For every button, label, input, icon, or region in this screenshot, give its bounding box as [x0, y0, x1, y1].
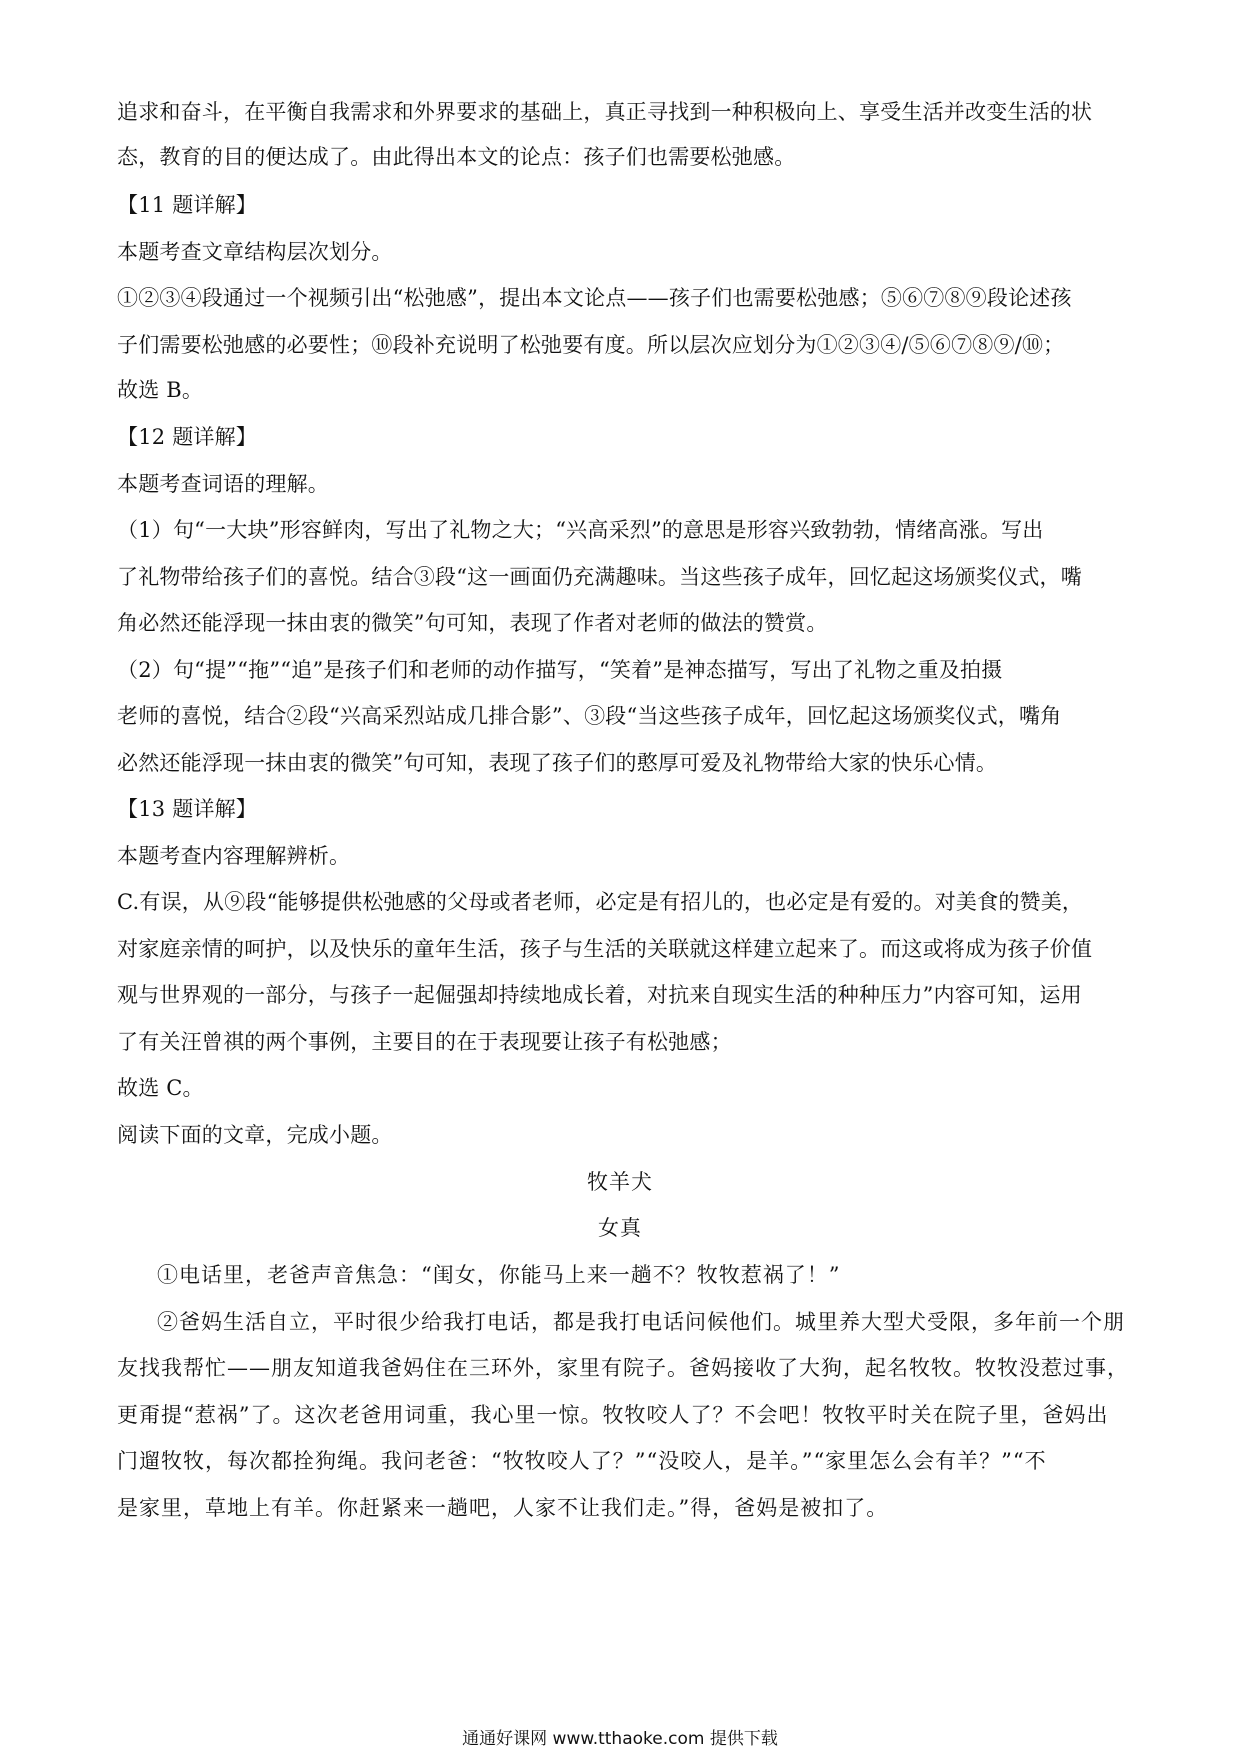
paragraph-line: 必然还能浮现一抹由衷的微笑”句可知，表现了孩子们的憨厚可爱及礼物带给大家的快乐心情。	[117, 751, 998, 775]
story-paragraph-line: 门遛牧牧，每次都拴狗绳。我问老爸：“牧牧咬人了？”“没咬人，是羊。”“家里怎么会有羊？”“不	[117, 1449, 1047, 1473]
story-paragraph-1: ①电话里，老爸声音焦急：“闺女，你能马上来一趟不？牧牧惹祸了！”	[157, 1263, 841, 1287]
story-title: 牧羊犬	[587, 1170, 653, 1194]
paragraph-line: 老师的喜悦，结合②段“兴高采烈站成几排合影”、③段“当这些孩子成年，回忆起这场颁奖仪式，嘴角	[117, 704, 1062, 728]
paragraph-line: 对家庭亲情的呵护，以及快乐的童年生活，孩子与生活的关联就这样建立起来了。而这或将成为孩子价值	[117, 937, 1093, 961]
story-paragraph-line: 是家里，草地上有羊。你赶紧来一趟吧，人家不让我们走。”得，爸妈是被扣了。	[117, 1496, 889, 1520]
story-paragraph-line: 更甭提“惹祸”了。这次老爸用词重，我心里一惊。牧牧咬人了？不会吧！牧牧平时关在院子里，爸妈出	[117, 1403, 1109, 1427]
story-paragraph-2: ②爸妈生活自立，平时很少给我打电话，都是我打电话问候他们。城里养大型犬受限，多年前一个朋	[157, 1310, 1125, 1334]
paragraph-line: （2）句“提”“拖”“追”是孩子们和老师的动作描写，“笑着”是神态描写，写出了礼物之重及拍摄	[117, 658, 1003, 682]
story-author: 女真	[598, 1216, 642, 1240]
section-heading-13: 【13 题详解】	[117, 797, 257, 821]
section-heading-11: 【11 题详解】	[117, 193, 257, 217]
paragraph-line: 本题考查词语的理解。	[117, 472, 329, 496]
paragraph-line: 角必然还能浮现一抹由衷的微笑”句可知，表现了作者对老师的做法的赞赏。	[117, 611, 828, 635]
answer-line: 故选 B。	[117, 378, 204, 402]
paragraph-line: 了有关汪曾祺的两个事例，主要目的在于表现要让孩子有松弛感；	[117, 1030, 732, 1054]
paragraph-line: 子们需要松弛感的必要性；⑩段补充说明了松弛要有度。所以层次应划分为①②③④/⑤⑥⑦⑧⑨/⑩；	[117, 333, 1065, 357]
story-paragraph-line: 友找我帮忙——朋友知道我爸妈住在三环外，家里有院子。爸妈接收了大狗，起名牧牧。牧牧没惹过事，	[117, 1356, 1129, 1380]
paragraph-line: 本题考查文章结构层次划分。	[117, 240, 393, 264]
paragraph-line: C.有误，从⑨段“能够提供松弛感的父母或者老师，必定是有招儿的，也必定是有爱的。对美食的赞美，	[117, 890, 1084, 914]
paragraph-line: ①②③④段通过一个视频引出“松弛感”，提出本文论点——孩子们也需要松弛感；⑤⑥⑦⑧⑨段论述孩	[117, 286, 1072, 310]
paragraph-line: 了礼物带给孩子们的喜悦。结合③段“这一画面仍充满趣味。当这些孩子成年，回忆起这场颁奖仪式，嘴	[117, 565, 1082, 589]
paragraph-line: 本题考查内容理解辨析。	[117, 844, 351, 868]
paragraph-line: 追求和奋斗，在平衡自我需求和外界要求的基础上，真正寻找到一种积极向上、享受生活并改变生活的状	[117, 100, 1093, 124]
section-heading-12: 【12 题详解】	[117, 425, 257, 449]
paragraph-line: 态，教育的目的便达成了。由此得出本文的论点：孩子们也需要松弛感。	[117, 145, 796, 169]
paragraph-line: 观与世界观的一部分，与孩子一起倔强却持续地成长着，对抗来自现实生活的种种压力”内容可知，运用	[117, 983, 1082, 1007]
answer-line: 故选 C。	[117, 1076, 204, 1100]
paragraph-line: （1）句“一大块”形容鲜肉，写出了礼物之大；“兴高采烈”的意思是形容兴致勃勃，情绪高涨。写出	[117, 518, 1044, 542]
page-footer: 通通好课网 www.tthaoke.com 提供下载	[462, 1729, 778, 1749]
instruction-line: 阅读下面的文章，完成小题。	[117, 1123, 393, 1147]
